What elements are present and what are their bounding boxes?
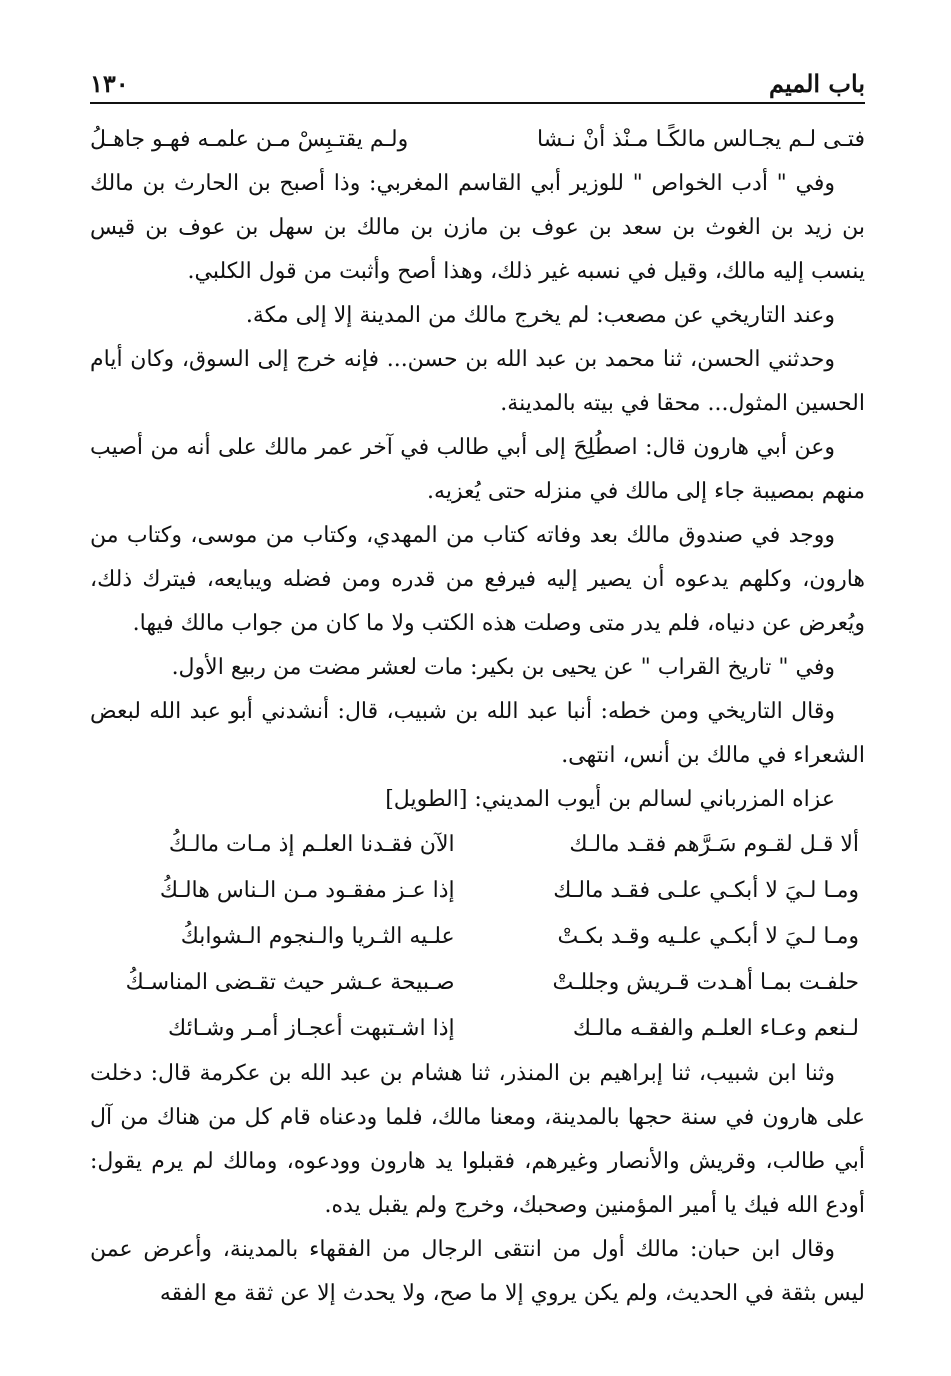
opening-verse (90, 118, 865, 162)
paragraph: وثنا ابن شبيب، ثنا إبراهيم بن المنذر، ثنا هشام بن عبد الله بن عكرمة قال: دخلت على هارون في سنة حجها بالمدينة، ومعنا مالك، فلما ودعناه قام كل من هناك من آل أبي طالب، وقريش والأنصار وغيرهم، فقبلوا يد هارون وودعوه، ومالك لم يرم يقول: أودع الله فيك يا أمير المؤمنين وصحبك، وخرج ولم يقبل يده. (90, 1061, 865, 1218)
header-rule (90, 102, 865, 104)
verse-first-hemistich: فتـى لـم يجـالس مالكًـا مـنْذ أنْ نـشا (537, 127, 865, 152)
paragraph: وعن أبي هارون قال: اصطُلِحَ إلى أبي طالب في آخر عمر مالك على أنه من أصيب منهم بمصيبة جاء إلى مالك في منزله حتى يُعزيه. (90, 435, 865, 504)
paragraph: وفي " تاريخ القراب " عن يحيى بن بكير: مات لعشر مضت من ربيع الأول. (171, 655, 835, 680)
poem-verse (96, 960, 859, 1006)
poem-second-hemistich: علـيه الثـريا والـنجوم الـشوابكُ (180, 924, 455, 949)
poem-second-hemistich: إذا عـز مفقـود مـن الـناس هالـكُ (159, 878, 455, 903)
poem (96, 822, 859, 1052)
page-header (90, 60, 865, 98)
poem-first-hemistich: ومـا لـيَ لا أبكـي علـى فقـد مالـك (553, 878, 859, 903)
poem-first-hemistich: لـنعم وعـاء العلـم والفقـه مالـك (572, 1016, 859, 1041)
poem-intro: عزاه المزرباني لسالم بن أيوب المديني: [الطويل] (385, 787, 835, 812)
poem-first-hemistich: حلفـت بمـا أهـدت قـريش وجللـتْ (552, 970, 859, 995)
poem-verse (96, 1006, 859, 1052)
poem-second-hemistich: صـبيحة عـشر حيث تقـضى المناسـكُ (125, 970, 455, 995)
poem-verse (96, 868, 859, 914)
poem-first-hemistich: ألا قـل لقـوم سَـرَّهم فقـد مالـك (569, 832, 859, 857)
paragraph: وقال ابن حبان: مالك أول من انتقى الرجال من الفقهاء بالمدينة، وأعرض عمن ليس بثقة في الحديث، ولم يكن يروي إلا ما صح، ولا يحدث إلا عن ثقة مع الفقه (90, 1237, 865, 1306)
paragraph: وفي " أدب الخواص " للوزير أبي القاسم المغربي: وذا أصبح بن الحارث بن مالك بن زيد بن الغوث بن سعد بن عوف بن مازن بن مالك بن سهل بن عوف بن قيس ينسب إليه مالك، وقيل في نسبه غير ذلك، وهذا أصح وأثبت من قول الكلبي. (90, 171, 865, 284)
page-number: ١٣٠ (90, 69, 129, 98)
paragraph: وعند التاريخي عن مصعب: لم يخرج مالك من المدينة إلا إلى مكة. (245, 303, 835, 328)
chapter-title: باب الميم (768, 69, 865, 98)
paragraph: ووجد في صندوق مالك بعد وفاته كتاب من المهدي، وكتاب من موسى، وكتاب من هارون، وكلهم يدعوه أن يصير إليه فيرفع من قدره ومن فضله ويبايعه، فيترك ذلك، ويُعرض عن دنياه، فلم يدر متى وصلت هذه الكتب ولا ما كان من جواب مالك فيها. (90, 523, 865, 636)
paragraph: وحدثني الحسن، ثنا محمد بن عبد الله بن حسن... فإنه خرج إلى السوق، وكان أيام الحسين المثول... محقا في بيته بالمدينة. (90, 347, 865, 416)
poem-first-hemistich: ومـا لـيَ لا أبكـي علـيه وقـد بكـتْ (557, 924, 859, 949)
poem-second-hemistich: إذا اشـتبهت أعجـاز أمـر وشـائك (168, 1016, 455, 1041)
verse-second-hemistich: ولـم يقتـبِسْ مـن علمـه فهـو جاهـلُ (90, 127, 409, 152)
poem-second-hemistich: الآن فقـدنا العلـم إذ مـات مالـكُ (168, 832, 455, 857)
paragraph: وقال التاريخي ومن خطه: أنبا عبد الله بن شبيب، قال: أنشدني أبو عبد الله لبعض الشعراء في مالك بن أنس، انتهى. (90, 699, 865, 768)
poem-verse (96, 914, 859, 960)
poem-verse (96, 822, 859, 868)
